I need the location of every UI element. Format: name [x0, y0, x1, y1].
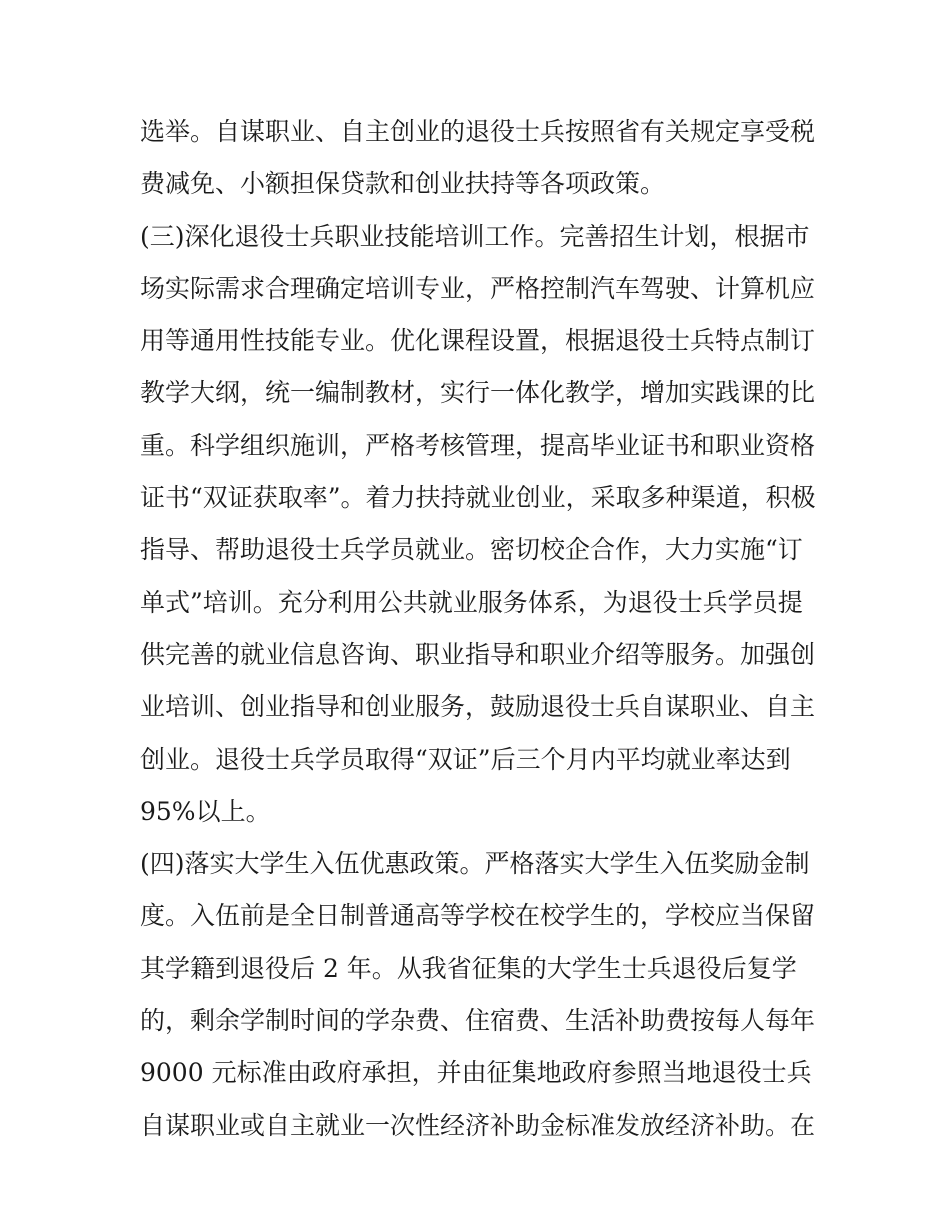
- text-line: 创业。退役士兵学员取得“双证”后三个月内平均就业率达到: [140, 744, 791, 774]
- text-line: 单式”培训。充分利用公共就业服务体系，为退役士兵学员提: [140, 587, 803, 617]
- text-line: 9000 元标准由政府承担，并由征集地政府参照当地退役士兵: [140, 1058, 812, 1088]
- section-heading-line: (三)深化退役士兵职业技能培训工作。完善招生计划，根据市: [140, 221, 810, 251]
- text-line: 教学大纲，统一编制教材，实行一体化教学，增加实践课的比: [140, 378, 816, 408]
- document-body: [140, 106, 820, 1152]
- section-heading-line: (四)落实大学生入伍优惠政策。严格落实大学生入伍奖励金制: [140, 849, 810, 879]
- text-line: 场实际需求合理确定培训专业，严格控制汽车驾驶、计算机应: [140, 273, 816, 303]
- text-line: 指导、帮助退役士兵学员就业。密切校企合作，大力实施“订: [140, 535, 803, 565]
- text-line: 自谋职业或自主就业一次性经济补助金标准发放经济补助。在: [140, 1110, 816, 1140]
- text-line: 供完善的就业信息咨询、职业指导和职业介绍等服务。加强创: [140, 639, 816, 669]
- text-line: 的，剩余学制时间的学杂费、住宿费、生活补助费按每人每年: [140, 1006, 816, 1036]
- text-line: 选举。自谋职业、自主创业的退役士兵按照省有关规定享受税: [140, 117, 816, 146]
- text-line: 重。科学组织施训，严格考核管理，提高毕业证书和职业资格: [140, 430, 816, 460]
- text-line: 业培训、创业指导和创业服务，鼓励退役士兵自谋职业、自主: [140, 692, 816, 722]
- text-line: 费减免、小额担保贷款和创业扶持等各项政策。: [140, 169, 666, 199]
- text-line: 用等通用性技能专业。优化课程设置，根据退役士兵特点制订: [140, 326, 816, 356]
- text-line: 95%以上。: [140, 796, 271, 826]
- text-line: 度。入伍前是全日制普通高等学校在校学生的，学校应当保留: [140, 901, 816, 931]
- text-line: 证书“双证获取率”。着力扶持就业创业，采取多种渠道，积极: [140, 483, 816, 513]
- text-line: 其学籍到退役后 2 年。从我省征集的大学生士兵退役后复学: [140, 953, 797, 983]
